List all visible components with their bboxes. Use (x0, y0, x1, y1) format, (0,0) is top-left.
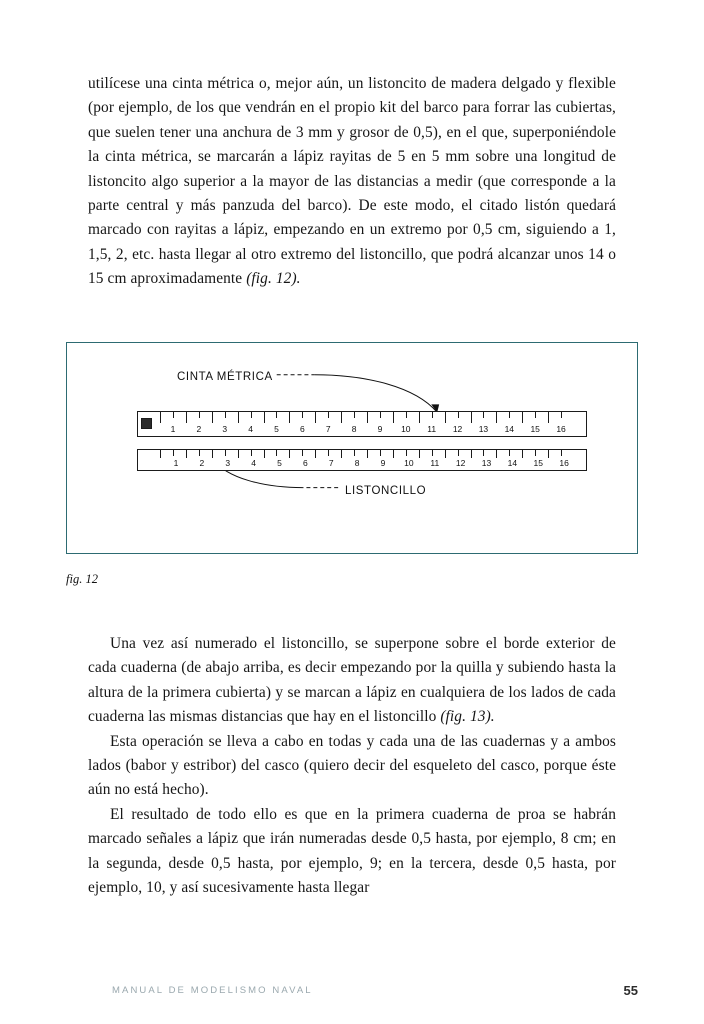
ruler-tick-minor (406, 412, 407, 418)
strip-mark (367, 450, 368, 458)
strip-mark (419, 450, 420, 458)
wooden-strip-ruler (137, 449, 587, 471)
ruler-tick-minor (225, 412, 226, 418)
ruler-number: 5 (274, 424, 279, 434)
ruler-number: 3 (222, 424, 228, 434)
ruler-tick-minor (199, 412, 200, 418)
ruler-tick-minor (483, 412, 484, 418)
footer-page-number: 55 (623, 983, 638, 998)
strip-number: 6 (303, 458, 308, 468)
strip-mark-half (251, 450, 252, 456)
paragraph-2 (88, 632, 616, 730)
ruler-tick (186, 412, 187, 423)
measuring-tape-ruler (137, 411, 587, 437)
strip-mark-half (225, 450, 226, 456)
strip-number: 2 (199, 458, 205, 468)
strip-mark (496, 450, 497, 458)
strip-number: 14 (507, 458, 518, 468)
strip-number: 16 (559, 458, 569, 468)
strip-mark-half (535, 450, 536, 456)
ruler-tick (548, 412, 549, 423)
ruler-tick (496, 412, 497, 423)
strip-mark (522, 450, 523, 458)
strip-mark (341, 450, 342, 458)
ruler-number: 7 (325, 424, 331, 434)
strip-mark (160, 450, 161, 458)
page-footer (0, 985, 704, 1009)
strip-mark-half (380, 450, 381, 456)
ruler-number: 16 (556, 424, 566, 434)
footer-book-title: MANUAL DE MODELISMO NAVAL (112, 985, 313, 996)
strip-mark-half (199, 450, 200, 456)
ruler-number: 9 (377, 424, 383, 434)
ruler-tick (445, 412, 446, 423)
ruler-tick (264, 412, 265, 423)
strip-number: 4 (251, 458, 257, 468)
strip-number: 3 (225, 458, 231, 468)
ruler-tick-minor (251, 412, 252, 418)
figure-caption: fig. 12 (66, 572, 98, 586)
ruler-number: 4 (248, 424, 253, 434)
strip-mark (393, 450, 394, 458)
ruler-number: 8 (351, 424, 357, 434)
ruler-tick-minor (354, 412, 355, 418)
strip-number: 1 (173, 458, 179, 468)
ruler-tick (522, 412, 523, 423)
strip-mark (238, 450, 239, 458)
ruler-tick-minor (458, 412, 459, 418)
strip-number: 11 (430, 458, 440, 468)
ruler-tick (212, 412, 213, 423)
strip-mark (445, 450, 446, 458)
ruler-tick (419, 412, 420, 423)
figure-leader-lines (67, 343, 637, 553)
paragraph-1 (88, 72, 616, 292)
strip-number: 5 (277, 458, 282, 468)
strip-mark-half (276, 450, 277, 456)
ruler-number: 1 (170, 424, 176, 434)
strip-mark-half (328, 450, 329, 456)
strip-number: 15 (533, 458, 544, 468)
ruler-tick (238, 412, 239, 423)
ruler-tick (367, 412, 368, 423)
strip-mark (471, 450, 472, 458)
ruler-number: 2 (196, 424, 202, 434)
figure-label-cinta-metrica: CINTA MÉTRICA (177, 371, 273, 383)
strip-mark-half (432, 450, 433, 456)
ruler-number: 15 (530, 424, 540, 434)
fig-13-reference: (fig. 13). (440, 708, 495, 726)
paragraph-block-top (88, 72, 616, 292)
ruler-tick (289, 412, 290, 423)
ruler-tick-minor (509, 412, 510, 418)
strip-mark-half (173, 450, 174, 456)
strip-number: 7 (328, 458, 334, 468)
strip-number: 9 (380, 458, 386, 468)
strip-mark (186, 450, 187, 458)
strip-mark (264, 450, 265, 458)
ruler-number: 11 (427, 424, 437, 434)
strip-mark (289, 450, 290, 458)
strip-mark-half (302, 450, 303, 456)
strip-mark-half (561, 450, 562, 456)
ruler-number: 6 (299, 424, 305, 434)
strip-mark-half (509, 450, 510, 456)
ruler-tick-minor (380, 412, 381, 418)
strip-mark-half (406, 450, 407, 456)
ruler-number: 13 (478, 424, 489, 434)
figure-12 (66, 342, 638, 554)
ruler-number: 12 (452, 424, 463, 434)
paragraph-block-bottom (88, 632, 616, 900)
ruler-tick (160, 412, 161, 423)
strip-mark (212, 450, 213, 458)
ruler-tick-minor (328, 412, 329, 418)
ruler-tick (341, 412, 342, 423)
strip-number: 13 (481, 458, 492, 468)
strip-mark (548, 450, 549, 458)
strip-number: 10 (404, 458, 414, 468)
paragraph-1-text: utilícese una cinta métrica o, mejor aún, un listoncito de madera delgado y flexible (por ejemplo, de los que vendrán en el propio kit del barco para forrar las cubiertas, que suelen tener una anchura de 3 mm y grosor de 0,5), en el que, superponiéndole la cinta métrica, se marcarán a lápiz rayitas de 5 en 5 mm sobre una longitud de listoncito algo superior a la mayor de las distancias a medir (que corresponde a la parte central y más panzuda del barco). De este modo, el citado listón quedará marcado con rayitas a lápiz, empezando en un extremo por 0,5 cm, siguiendo a 1, 1,5, 2, etc. hasta llegar al otro extremo del listoncillo, que podrá alcanzar unos 14 o 15 cm aproximadamente (88, 75, 616, 288)
figure-label-listoncillo: LISTONCILLO (345, 485, 427, 497)
strip-mark-half (483, 450, 484, 456)
ruler-tick-minor (561, 412, 562, 418)
strip-mark (315, 450, 316, 458)
ruler-tick-minor (173, 412, 174, 418)
strip-mark-half (458, 450, 459, 456)
strip-mark-half (354, 450, 355, 456)
tape-end-clip-icon (141, 418, 152, 429)
ruler-tick-minor (302, 412, 303, 418)
paragraph-4: El resultado de todo ello es que en la primera cuaderna de proa se habrán marcado señales a lápiz que irán numeradas desde 0,5 hasta, por ejemplo, 8 cm; en la segunda, desde 0,5 hasta, por ejemplo, 9; en la tercera, desde 0,5 hasta, por ejemplo, 10, y así sucesivamente hasta llegar (88, 805, 616, 897)
ruler-tick (393, 412, 394, 423)
fig-12-reference: (fig. 12). (246, 270, 301, 288)
ruler-tick-minor (535, 412, 536, 418)
ruler-number: 14 (504, 424, 515, 434)
ruler-tick (315, 412, 316, 423)
ruler-tick-minor (432, 412, 433, 418)
paragraph-2-text: Una vez así numerado el listoncillo, se superpone sobre el borde exterior de cada cuaderna (de abajo arriba, es decir empezando por la quilla y subiendo hasta la altura de la primera cubierta) y se marcan a lápiz en cualquiera de los lados de cada cuaderna las mismas distancias que hay en el listoncillo (88, 635, 616, 726)
ruler-tick-minor (276, 412, 277, 418)
paragraph-3: Esta operación se lleva a cabo en todas y cada una de las cuadernas y a ambos lados (babor y estribor) del casco (quiero decir del esqueleto del casco, porque éste aún no está hecho). (88, 732, 616, 799)
ruler-number: 10 (401, 424, 411, 434)
strip-number: 8 (354, 458, 360, 468)
strip-number: 12 (455, 458, 466, 468)
ruler-tick (471, 412, 472, 423)
